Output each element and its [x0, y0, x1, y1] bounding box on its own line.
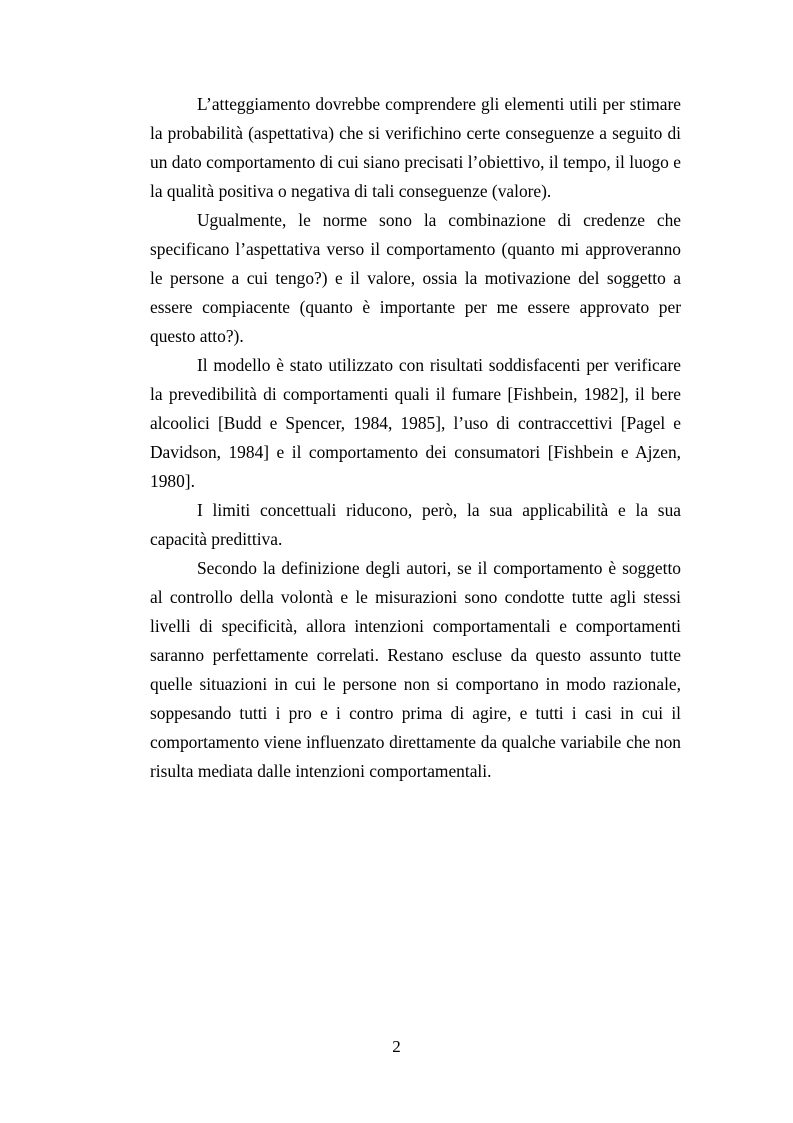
page-body — [150, 90, 681, 786]
paragraph-definition: Secondo la definizione degli autori, se il comportamento è soggetto al controllo della volontà e le misurazioni sono condotte tutte agli stessi livelli di specificità, allora intenzioni comportamentali e comportamenti saranno perfettamente correlati. Restano escluse da questo assunto tutte quelle situazioni in cui le persone non si comportano in modo razionale, soppesando tutti i pro e i contro prima di agire, e tutti i casi in cui il comportamento viene influenzato direttamente da qualche variabile che non risulta mediata dalle intenzioni comportamentali. — [150, 558, 681, 781]
paragraph-attitude: L’atteggiamento dovrebbe comprendere gli elementi utili per stimare la probabilità (aspettativa) che si verifichino certe conseguenze a seguito di un dato comportamento di cui siano precisati l’obiettivo, il tempo, il luogo e la qualità positiva o negativa di tali conseguenze (valore). — [150, 94, 681, 201]
page-number: 2 — [392, 1037, 401, 1056]
paragraph-model-results: Il modello è stato utilizzato con risultati soddisfacenti per verificare la prevedibilità di comportamenti quali il fumare [Fishbein, 1982], il bere alcoolici [Budd e Spencer, 1984, 1985], l’uso di contraccettivi [Pagel e Davidson, 1984] e il comportamento dei consumatori [Fishbein e Ajzen, 1980]. — [150, 355, 681, 491]
paragraph-norms: Ugualmente, le norme sono la combinazione di credenze che specificano l’aspettativa verso il comportamento (quanto mi approveranno le persone a cui tengo?) e il valore, ossia la motivazione del soggetto a essere compiacente (quanto è importante per me essere approvato per questo atto?). — [150, 210, 681, 346]
paragraph-limits: I limiti concettuali riducono, però, la sua applicabilità e la sua capacità predittiva. — [150, 500, 681, 549]
